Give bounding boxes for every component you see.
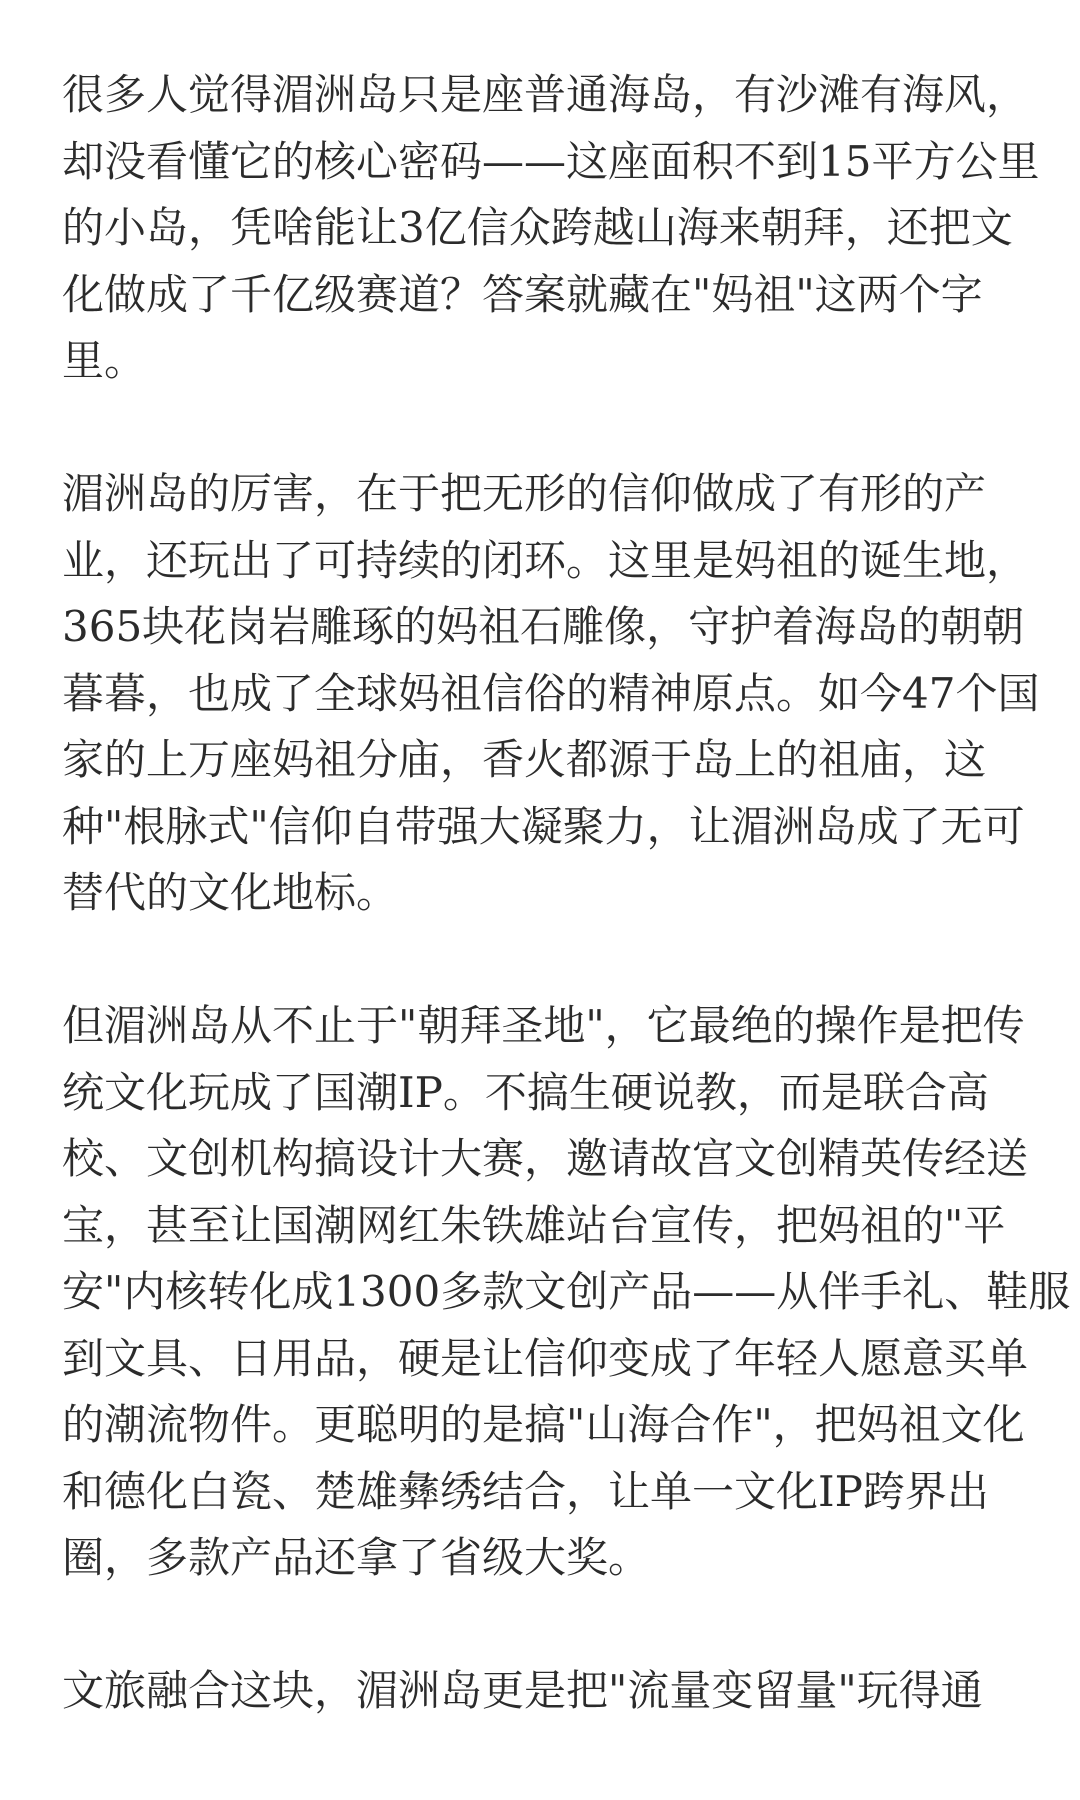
- paragraph-4: [62, 1658, 1028, 1725]
- text-line: 但湄洲岛从不止于"朝拜圣地"，它最绝的操作是把传: [62, 1001, 1025, 1050]
- text-line: 的潮流物件。更聪明的是搞"山海合作"，把妈祖文化: [62, 1400, 1025, 1449]
- text-line: 圈，多款产品还拿了省级大奖。: [62, 1533, 651, 1582]
- article-body: [62, 62, 1071, 1791]
- text-line: 湄洲岛的厉害，在于把无形的信仰做成了有形的产: [62, 469, 987, 518]
- text-line: 种"根脉式"信仰自带强大凝聚力，让湄洲岛成了无可: [62, 801, 1025, 851]
- text-line: 的小岛，凭啥能让3亿信众跨越山海来朝拜，还把文: [62, 203, 1013, 252]
- text-line: 却没看懂它的核心密码——这座面积不到15平方公里: [62, 136, 1040, 186]
- text-line: 里。: [62, 336, 147, 385]
- text-line: 很多人觉得湄洲岛只是座普通海岛，有沙滩有海风，: [62, 70, 1029, 119]
- text-line: 化做成了千亿级赛道？答案就藏在"妈祖"这两个字: [62, 269, 983, 319]
- text-line: 宝，甚至让国潮网红朱铁雄站台宣传，把妈祖的"平: [62, 1200, 1006, 1250]
- text-line: 安"内核转化成1300多款文创产品——从伴手礼、鞋服: [62, 1267, 1071, 1316]
- paragraph-2: [62, 461, 1040, 927]
- paragraph-3: [62, 993, 1071, 1592]
- text-line: 文旅融合这块，湄洲岛更是把"流量变留量"玩得通: [62, 1666, 983, 1715]
- text-line: 校、文创机构搞设计大赛，邀请故宫文创精英传经送: [62, 1134, 1029, 1183]
- text-line: 替代的文化地标。: [62, 868, 399, 917]
- text-line: 家的上万座妈祖分庙，香火都源于岛上的祖庙，这: [62, 735, 987, 784]
- text-line: 和德化白瓷、楚雄彝绣结合，让单一文化IP跨界出: [62, 1466, 989, 1516]
- text-line: 到文具、日用品，硬是让信仰变成了年轻人愿意买单: [62, 1333, 1029, 1383]
- text-line: 统文化玩成了国潮IP。不搞生硬说教，而是联合高: [62, 1067, 989, 1117]
- text-line: 365块花岗岩雕琢的妈祖石雕像，守护着海岛的朝朝: [62, 602, 1025, 651]
- text-line: 暮暮，也成了全球妈祖信俗的精神原点。如今47个国: [62, 668, 1040, 718]
- text-line: 业，还玩出了可持续的闭环。这里是妈祖的诞生地，: [62, 535, 1029, 585]
- paragraph-1: [62, 62, 1040, 395]
